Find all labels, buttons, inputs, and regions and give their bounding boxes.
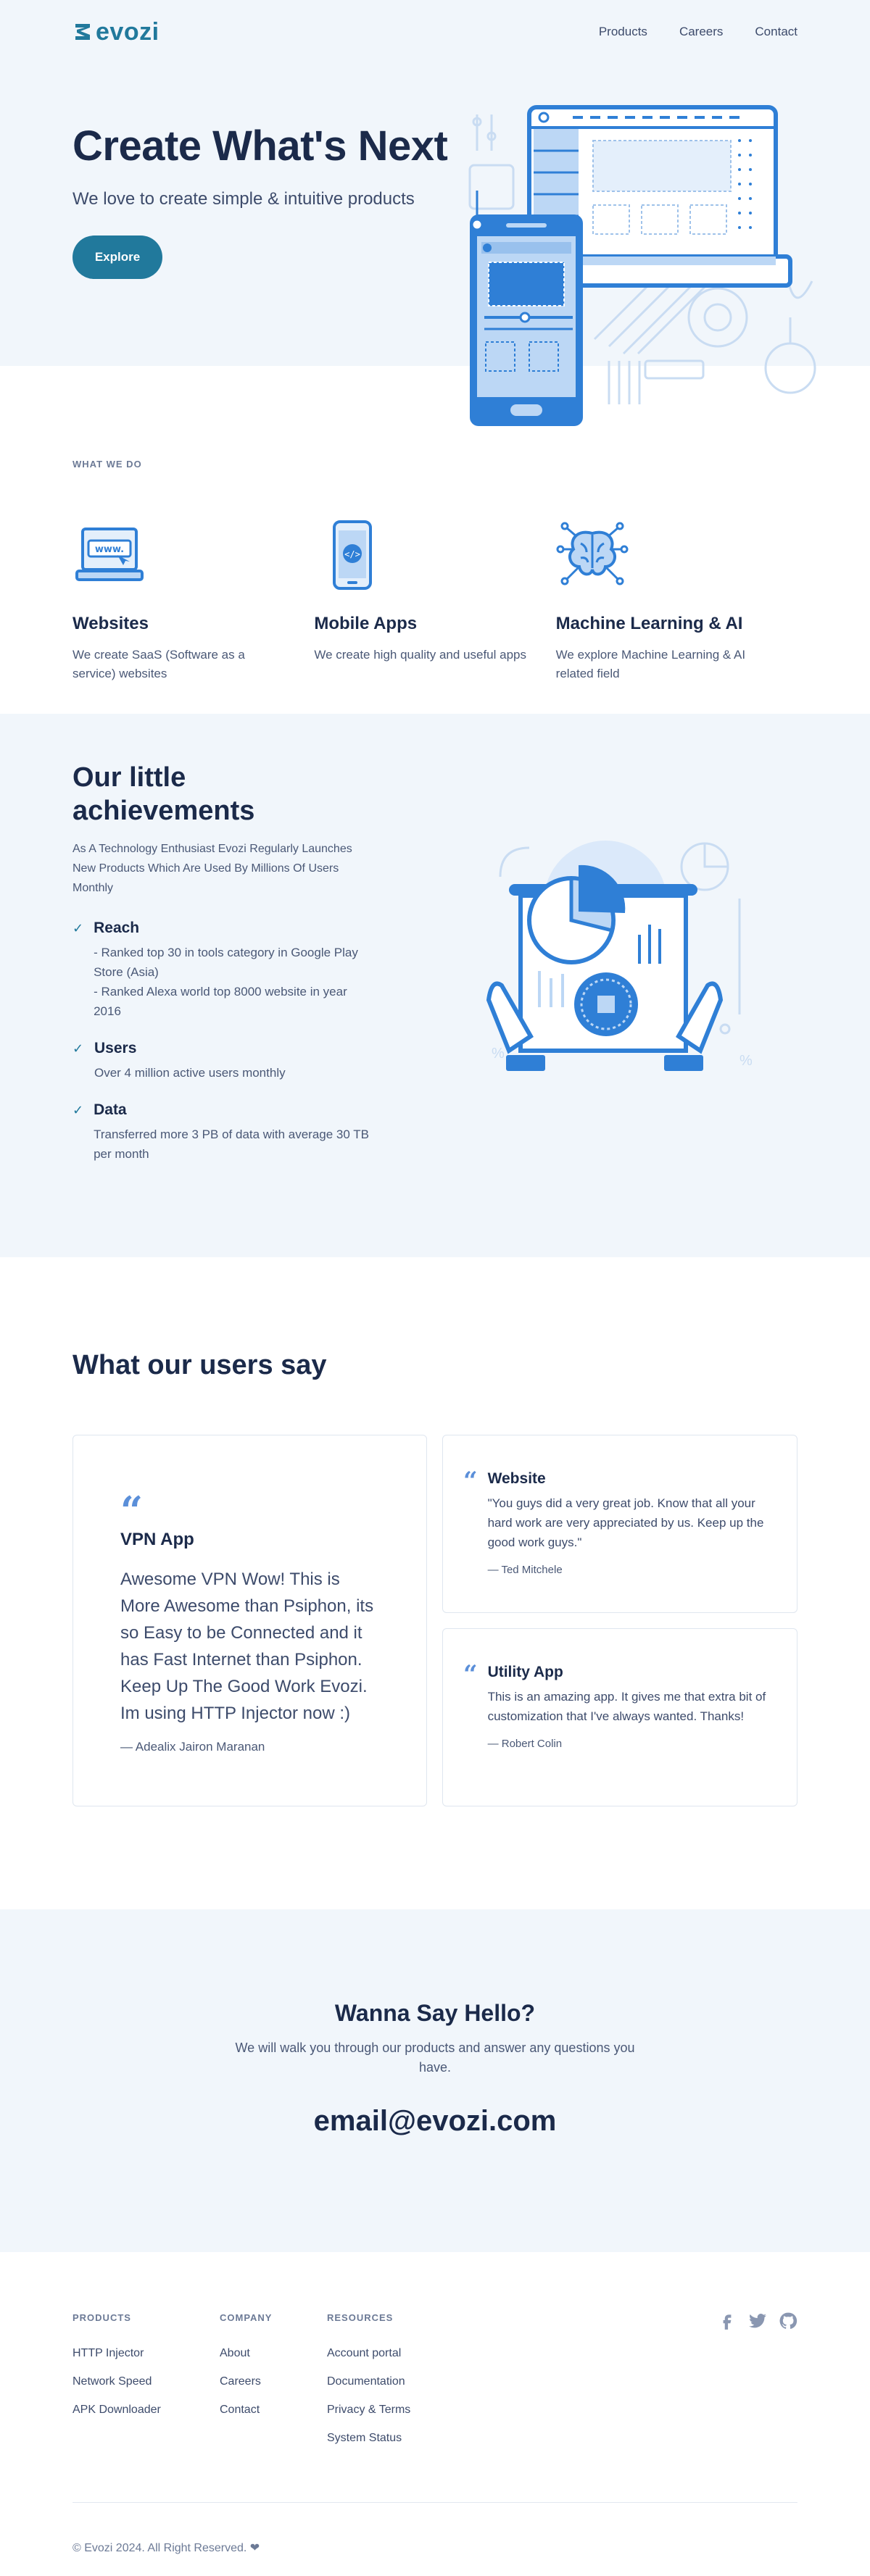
service-desc: We create high quality and useful apps xyxy=(314,648,526,662)
laptop-icon xyxy=(72,519,145,591)
testimonial-author: — Adealix Jairon Maranan xyxy=(120,1740,265,1754)
achievement-line: - Ranked Alexa world top 8000 website in year 2016 xyxy=(94,985,347,1018)
service-desc: We explore Machine Learning & AI related field xyxy=(555,648,746,680)
footer-columns xyxy=(72,2252,798,2460)
achievement-title: Users xyxy=(94,1040,137,1056)
achievements-illustration xyxy=(478,833,768,1087)
footer-link[interactable]: HTTP Injector xyxy=(72,2347,144,2359)
svg-text:%: % xyxy=(492,1046,505,1062)
nav-careers[interactable]: Careers xyxy=(679,25,724,38)
twitter-icon[interactable] xyxy=(748,2312,767,2330)
contact-section xyxy=(0,1909,870,2252)
achievement-users xyxy=(72,1040,377,1083)
footer-column-products xyxy=(72,2312,220,2460)
achievements-list xyxy=(72,920,377,1164)
site-footer xyxy=(0,2252,870,2558)
achievement-line: - Ranked top 30 in tools category in Google Play Store (Asia) xyxy=(94,946,358,979)
achievement-text: Over 4 million active users monthly xyxy=(94,1066,286,1080)
hero-subtitle: We love to create simple & intuitive products xyxy=(72,189,415,209)
services-label: WHAT WE DO xyxy=(72,459,142,470)
testimonial-text: Awesome VPN Wow! This is More Awesome than Psiphon, its so Easy to be Connected and it has Fast Internet than Psiphon. Keep Up The Good Work Evozi. Im using HTTP Injector now :) xyxy=(120,1570,374,1723)
testimonial-card xyxy=(442,1435,798,1613)
footer-link[interactable]: Network Speed xyxy=(72,2375,152,2388)
achievements-title: Our little achievements xyxy=(72,762,255,826)
footer-column-title: RESOURCES xyxy=(327,2312,394,2323)
testimonials-title: What our users say xyxy=(72,1350,327,1380)
contact-title: Wanna Say Hello? xyxy=(334,2000,536,2026)
service-title: Websites xyxy=(72,614,149,633)
testimonial-card-main xyxy=(72,1435,427,1806)
service-title: Machine Learning & AI xyxy=(555,614,743,633)
check-icon: ✓ xyxy=(72,1041,84,1056)
svg-text:</>: </> xyxy=(344,549,361,559)
nav-products[interactable]: Products xyxy=(598,25,647,38)
testimonial-title: Website xyxy=(487,1470,546,1487)
achievement-title: Data xyxy=(94,1101,127,1118)
footer-divider xyxy=(72,2502,798,2503)
smartphone-icon xyxy=(314,519,386,591)
brain-circuit-icon xyxy=(556,519,629,591)
facebook-icon[interactable] xyxy=(718,2312,737,2330)
service-title: Mobile Apps xyxy=(314,614,418,633)
social-links xyxy=(718,2312,798,2330)
explore-button[interactable]: Explore xyxy=(72,235,162,279)
testimonial-author: — Ted Mitchele xyxy=(487,1564,563,1576)
footer-link[interactable]: Careers xyxy=(220,2375,261,2388)
contact-text: We will walk you through our products and answer any questions you have. xyxy=(235,2041,635,2075)
service-websites xyxy=(72,519,314,683)
footer-link[interactable]: About xyxy=(220,2347,250,2359)
footer-column-title: PRODUCTS xyxy=(72,2312,131,2323)
achievement-text xyxy=(94,943,377,1021)
check-icon: ✓ xyxy=(72,1103,84,1117)
footer-link[interactable]: Contact xyxy=(220,2404,260,2416)
testimonial-text: "You guys did a very great job. Know that all your hard work are very appreciated by us. Keep up the good work guys." xyxy=(487,1496,764,1549)
footer-link[interactable]: Documentation xyxy=(327,2375,405,2388)
nav-contact[interactable]: Contact xyxy=(755,25,798,38)
achievement-title: Reach xyxy=(94,920,140,936)
logo[interactable] xyxy=(72,18,160,46)
quote-icon: “ xyxy=(463,1660,478,1689)
footer-link[interactable]: Account portal xyxy=(327,2347,402,2359)
hero-text xyxy=(72,122,447,279)
achievement-data xyxy=(72,1101,377,1164)
site-header xyxy=(72,0,798,64)
service-desc: We create SaaS (Software as a service) websites xyxy=(72,648,245,680)
testimonial-title: Utility App xyxy=(487,1664,563,1680)
footer-link[interactable]: System Status xyxy=(327,2432,402,2444)
footer-column-resources xyxy=(327,2312,410,2460)
achievements-section xyxy=(0,714,870,1257)
hero-title: Create What's Next xyxy=(72,122,448,170)
service-ml-ai xyxy=(556,519,798,683)
brand-name: evozi xyxy=(96,17,160,46)
copyright-text: © Evozi 2024. All Right Reserved. ❤ xyxy=(72,2542,260,2554)
testimonial-text: This is an amazing app. It gives me that extra bit of customization that I've always wanted. Thanks! xyxy=(487,1690,766,1723)
footer-link[interactable]: Privacy & Terms xyxy=(327,2404,411,2416)
quote-icon: “ xyxy=(463,1467,478,1496)
footer-column-company xyxy=(220,2312,327,2460)
testimonial-card xyxy=(442,1628,798,1806)
service-mobile-apps xyxy=(314,519,555,683)
svg-text:%: % xyxy=(740,1053,753,1069)
github-icon[interactable] xyxy=(779,2312,798,2330)
testimonial-author: — Robert Colin xyxy=(487,1738,563,1750)
testimonials-grid xyxy=(72,1435,798,1806)
testimonial-side-column xyxy=(442,1435,798,1806)
footer-link[interactable]: APK Downloader xyxy=(72,2404,161,2416)
check-icon: ✓ xyxy=(72,921,84,935)
achievement-reach xyxy=(72,920,377,1021)
footer-column-title: COMPANY xyxy=(220,2312,273,2323)
achievement-text: Transferred more 3 PB of data with average 30 TB per month xyxy=(94,1127,369,1161)
testimonial-title: VPN App xyxy=(120,1530,194,1549)
testimonials-section xyxy=(0,1257,870,1909)
contact-email-link[interactable]: email@evozi.com xyxy=(313,2105,557,2137)
services-list xyxy=(72,519,798,683)
achievements-intro: As A Technology Enthusiast Evozi Regularly Launches New Products Which Are Used By Millions Of Users Monthly xyxy=(72,843,352,894)
www-label: www. xyxy=(94,544,125,555)
services-section xyxy=(0,366,870,714)
quote-icon: “ xyxy=(120,1488,144,1534)
hero-section xyxy=(0,0,870,366)
evozi-logo-icon xyxy=(72,21,93,43)
main-nav xyxy=(599,25,798,39)
